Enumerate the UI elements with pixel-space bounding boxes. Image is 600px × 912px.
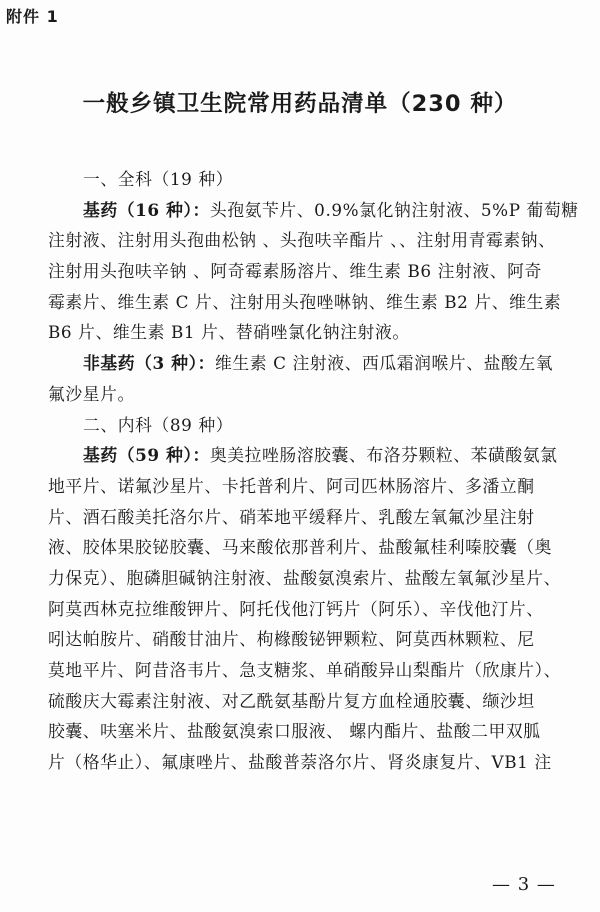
paragraph-line: 地平片、诺氟沙星片、卡托普利片、阿司匹林肠溶片、多潘立酮	[48, 475, 535, 496]
section-heading-internal: 二、内科（89 种）	[83, 414, 234, 435]
paragraph-line: 硫酸庆大霉素注射液、对乙酰氨基酚片复方血栓通胶囊、缬沙坦	[48, 690, 535, 711]
paragraph-line: 霉素片、维生素 C 片、注射用头孢唑啉钠、维生素 B2 片、维生素	[48, 291, 562, 312]
paragraph-line: B6 片、维生素 B1 片、替硝唑氯化钠注射液。	[48, 322, 410, 343]
paragraph-line: 片（格华止）、氟康唑片、盐酸普萘洛尔片、肾炎康复片、VB1 注	[48, 752, 552, 773]
drug-list-text: 奥美拉唑肠溶胶囊、布洛芬颗粒、苯磺酸氨氯	[209, 445, 558, 466]
paragraph-line: 吲达帕胺片、硝酸甘油片、枸橼酸铋钾颗粒、阿莫西林颗粒、尼	[48, 629, 535, 650]
paragraph-line: 莫地平片、阿昔洛韦片、急支糖浆、单硝酸异山梨酯片（欣康片）、	[48, 660, 562, 680]
paragraph-line: 氟沙星片。	[48, 383, 135, 404]
paragraph-line: 胶囊、呋塞米片、盐酸氨溴索口服液、 螺内酯片、盐酸二甲双胍	[48, 721, 541, 742]
document-body	[48, 164, 588, 808]
essential-drugs-label: 基药（16 种）：	[83, 199, 210, 220]
drug-list-text: 头孢氨苄片、0.9%氯化钠注射液、5%P 葡萄糖	[209, 199, 579, 220]
paragraph-line	[48, 348, 588, 379]
paragraph-line: 液、胶体果胶铋胶囊、马来酸依那普利片、盐酸氟桂利嗪胶囊（奥	[48, 537, 553, 558]
section-heading-general: 一、全科（19 种）	[83, 169, 234, 189]
paragraph-line: 阿莫西林克拉维酸钾片、阿托伐他汀钙片（阿乐）、辛伐他汀片、	[48, 598, 544, 619]
document-title: 一般乡镇卫生院常用药品清单（230 种）	[82, 91, 518, 117]
paragraph-line: 注射液、注射用头孢曲松钠 、头孢呋辛酯片 、、注射用青霉素钠、	[48, 230, 556, 251]
drug-list-text: 维生素 C 注射液、西瓜霜润喉片、盐酸左氧	[215, 353, 554, 374]
paragraph-line: 片、酒石酸美托洛尔片、硝苯地平缓释片、乳酸左氧氟沙星注射	[48, 506, 535, 527]
paragraph-line	[48, 440, 588, 471]
paragraph-line	[48, 778, 588, 809]
paragraph-line: 注射用头孢呋辛钠 、阿奇霉素肠溶片、维生素 B6 注射液、阿奇	[48, 261, 542, 282]
essential-drugs-label: 基药（59 种）：	[83, 445, 210, 466]
paragraph-line	[48, 195, 588, 226]
page-number: — 3 —	[492, 874, 556, 895]
non-essential-drugs-label: 非基药（3 种）：	[83, 353, 215, 374]
attachment-label: 附件 1	[6, 7, 59, 26]
paragraph-line: 力保克）、胞磷胆碱钠注射液、盐酸氨溴索片、盐酸左氧氟沙星片、	[48, 567, 562, 588]
